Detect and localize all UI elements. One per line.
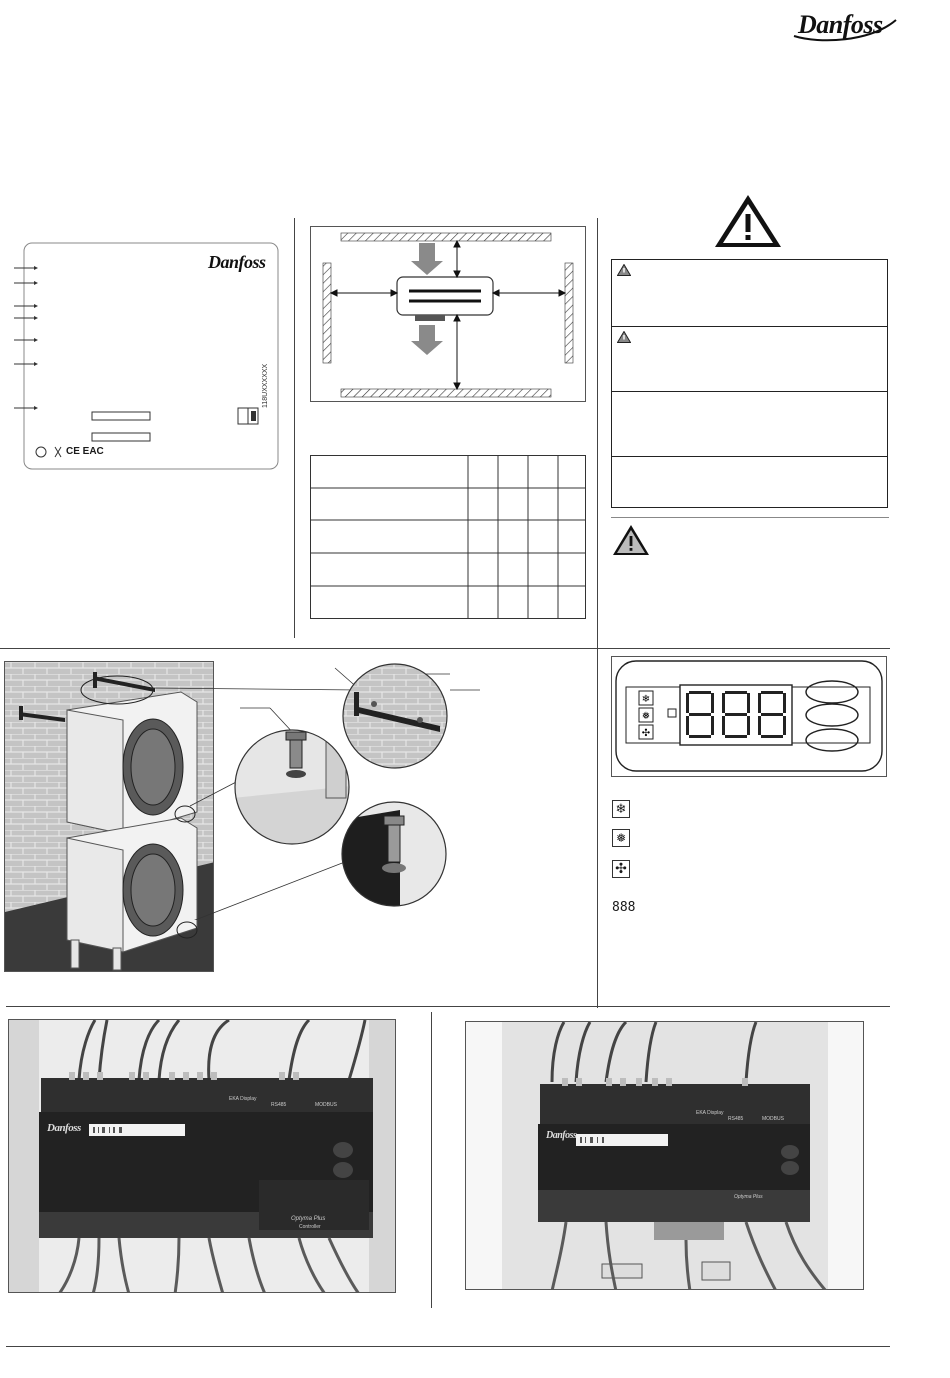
warning-box: [611, 259, 888, 508]
warning-small-icon: [617, 264, 631, 276]
warning-triangle-large-icon: [712, 192, 784, 250]
detail-circle-foot-bolt: [340, 800, 448, 908]
nameplate-serial: 118UXXXXXX: [262, 363, 269, 408]
svg-text:❅: ❅: [641, 711, 651, 722]
controller-right-label-optyma: Optyma Plus: [734, 1194, 763, 1200]
controller-photo-left-drawing: [9, 1020, 396, 1293]
nameplate-brand: Danfoss: [208, 252, 266, 272]
controller-right-brand: Danfoss: [546, 1130, 577, 1141]
controller-left-label-optyma: Optyma Plus: [291, 1216, 326, 1222]
clearance-diagram: [310, 226, 586, 402]
controller-left-label-modbus: MODBUS: [315, 1102, 337, 1108]
controller-right-label-rs485: RS485: [728, 1116, 744, 1122]
nameplate-outline: [14, 240, 282, 472]
nameplate-cert-marks: CE EAC: [66, 446, 104, 457]
controller-left-label-rs485: RS485: [271, 1102, 287, 1108]
brand-logo-text: Danfoss: [798, 10, 883, 39]
brand-logo: [790, 6, 900, 46]
nameplate-figure: [14, 240, 282, 472]
clearance-table-grid: [310, 455, 586, 619]
controller-right-label-modbus: MODBUS: [762, 1116, 784, 1122]
controller-display-drawing: [612, 657, 888, 778]
controller-photo-right-drawing: [466, 1022, 864, 1290]
controller-photo-right: [465, 1021, 864, 1290]
controller-right-label-eka: EKA Display: [696, 1110, 724, 1116]
clearance-diagram-drawing: [311, 227, 587, 403]
defrost-icon: ❅: [612, 829, 630, 847]
svg-text:❄: ❄: [641, 694, 651, 705]
controller-left-brand: Danfoss: [47, 1122, 81, 1134]
clearance-table: [310, 455, 586, 619]
warning-triangle-medium-icon: [612, 524, 650, 556]
controller-left-label-controller: Controller: [299, 1224, 321, 1230]
detail-circle-bracket: [340, 662, 450, 770]
fan-icon: ✣: [612, 860, 630, 878]
controller-display-panel: [611, 656, 887, 777]
controller-photo-left: [8, 1019, 396, 1293]
snowflake-icon: ❄: [612, 800, 630, 818]
detail-circle-stack-bolt: [232, 728, 352, 846]
svg-text:✣: ✣: [641, 728, 651, 739]
display-digits-icon: 888: [612, 900, 636, 915]
controller-left-label-eka: EKA Display: [229, 1096, 257, 1102]
warning-small-icon: [617, 331, 631, 343]
